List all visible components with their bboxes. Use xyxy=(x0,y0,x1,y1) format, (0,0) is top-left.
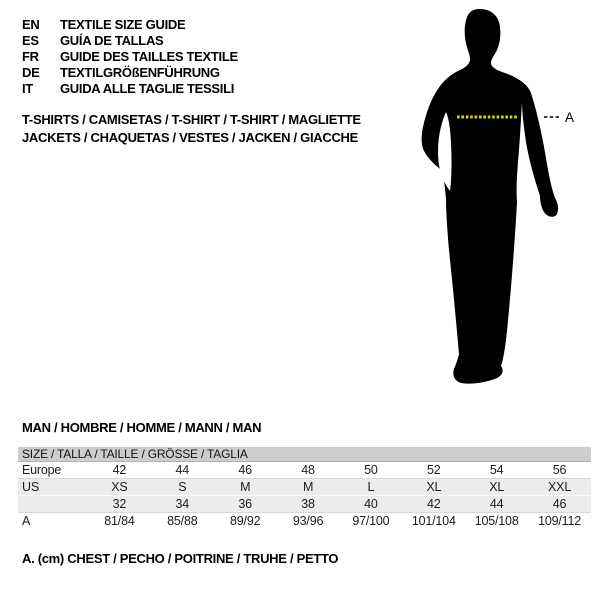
size-value: 44 xyxy=(175,463,190,477)
section-title-man: MAN / HOMBRE / HOMME / MANN / MAN xyxy=(22,420,262,435)
category-line-jackets: JACKETS / CHAQUETAS / VESTES / JACKEN / GIACCHE xyxy=(22,129,358,145)
row-label: Europe xyxy=(22,463,62,477)
table-row-numeric xyxy=(18,495,591,512)
size-value: 44 xyxy=(489,497,504,511)
category-heading xyxy=(22,111,361,146)
table-row-us xyxy=(18,478,591,495)
language-row-es xyxy=(22,33,238,49)
size-value: 81/84 xyxy=(104,514,135,528)
size-table-header: SIZE / TALLA / TAILLE / GRÖSSE / TAGLIA xyxy=(18,447,591,462)
language-guide-list xyxy=(22,17,238,97)
language-code: IT xyxy=(22,81,33,96)
size-value: 50 xyxy=(364,463,378,477)
size-value: 46 xyxy=(552,497,567,511)
language-label: GUIDA ALLE TAGLIE TESSILI xyxy=(60,81,235,96)
size-value: 36 xyxy=(238,497,252,511)
size-value: 48 xyxy=(301,463,315,477)
size-value: 34 xyxy=(175,497,190,511)
size-value: XL xyxy=(426,480,442,494)
measurement-label-a: A xyxy=(565,110,575,125)
measurement-footnote: A. (cm) CHEST / PECHO / POITRINE / TRUHE / PETTO xyxy=(22,551,339,566)
size-value: 56 xyxy=(552,463,567,477)
language-row-de xyxy=(22,65,238,81)
table-row-europe xyxy=(18,462,591,478)
row-label: A xyxy=(22,514,31,528)
language-code: FR xyxy=(22,49,39,64)
language-row-fr xyxy=(22,49,238,65)
size-value: 93/96 xyxy=(292,514,324,528)
size-value: M xyxy=(302,480,314,494)
size-value: 46 xyxy=(238,463,252,477)
size-value: 85/88 xyxy=(167,514,198,528)
size-value: XXL xyxy=(548,480,572,494)
language-label: TEXTILE SIZE GUIDE xyxy=(60,17,186,32)
language-label: GUÍA DE TALLAS xyxy=(60,33,164,48)
man-silhouette-figure xyxy=(360,0,600,420)
language-label: GUIDE DES TAILLES TEXTILE xyxy=(60,49,238,64)
language-code: ES xyxy=(22,33,39,48)
size-value: M xyxy=(240,480,251,494)
table-row-chest-a xyxy=(18,512,591,529)
language-row-it xyxy=(22,81,238,97)
size-value: 97/100 xyxy=(352,514,390,528)
size-value: L xyxy=(367,480,375,494)
size-value: 109/112 xyxy=(538,514,581,528)
size-value: 54 xyxy=(489,463,504,477)
language-label: TEXTILGRÖßENFÜHRUNG xyxy=(60,65,220,80)
size-value: 42 xyxy=(427,497,441,511)
size-value: 32 xyxy=(112,497,127,511)
man-silhouette-icon xyxy=(360,0,600,420)
size-value: 38 xyxy=(301,497,315,511)
size-value: 42 xyxy=(112,463,127,477)
row-label xyxy=(18,496,88,512)
size-value: XL xyxy=(489,480,505,494)
man-silhouette-path xyxy=(422,9,558,384)
size-value: 89/92 xyxy=(230,514,261,528)
language-code: EN xyxy=(22,17,40,32)
row-label: US xyxy=(22,480,39,494)
size-value: 105/108 xyxy=(474,514,519,528)
size-value: XS xyxy=(111,480,128,494)
size-value: 40 xyxy=(364,497,378,511)
category-line-tshirts: T-SHIRTS / CAMISETAS / T-SHIRT / T-SHIRT / MAGLIETTE xyxy=(22,112,361,127)
size-value: 52 xyxy=(427,463,441,477)
size-value: 101/104 xyxy=(411,514,456,528)
language-code: DE xyxy=(22,65,40,80)
size-table xyxy=(18,447,591,529)
language-row-en xyxy=(22,17,238,33)
size-value: S xyxy=(178,480,187,494)
